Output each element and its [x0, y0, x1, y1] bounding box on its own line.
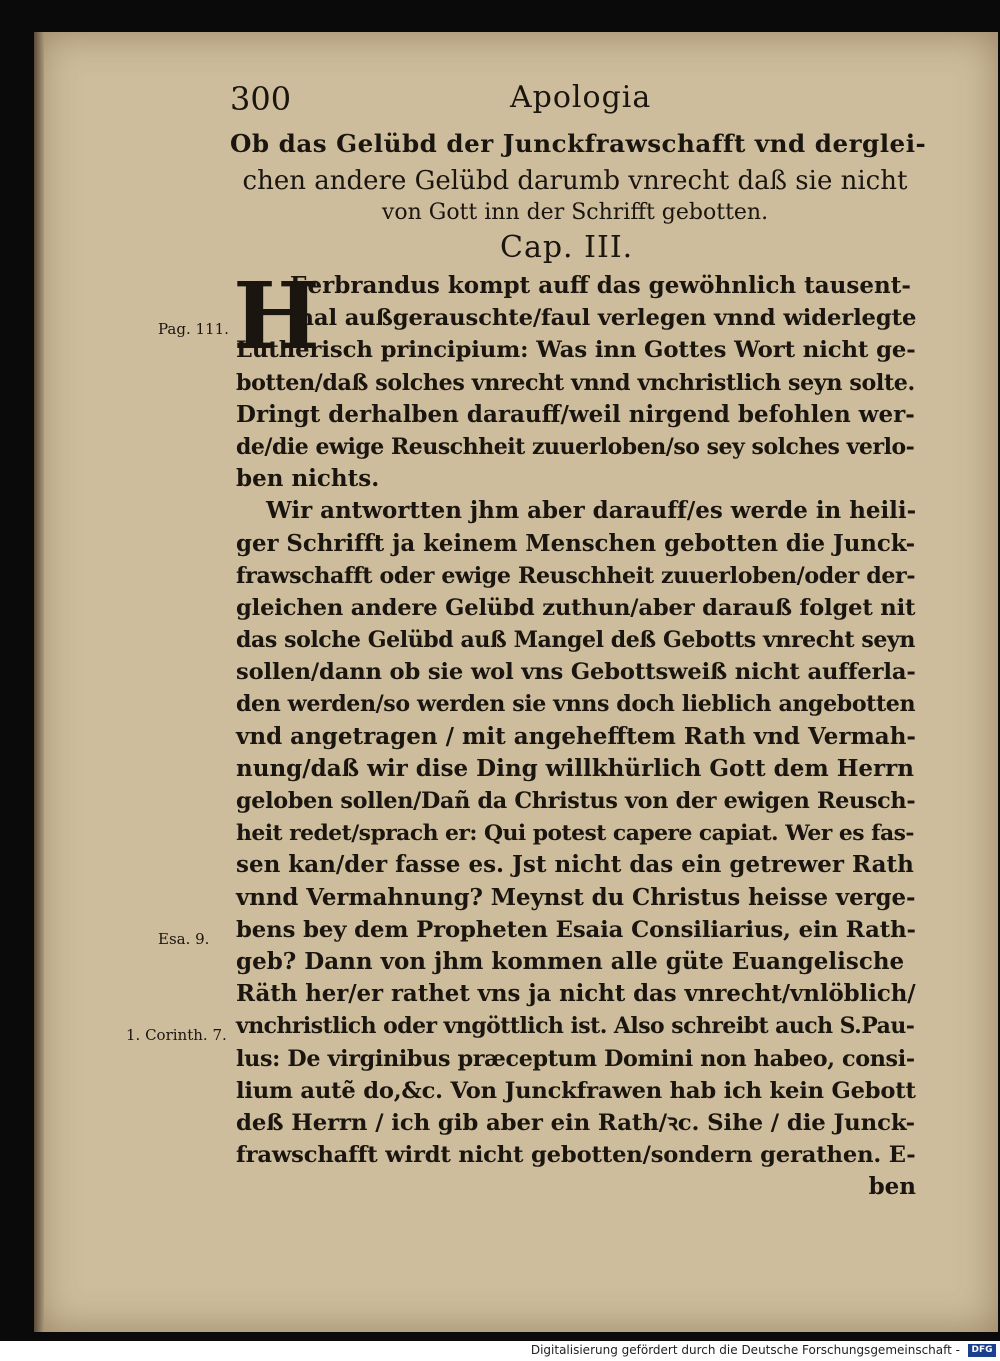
body-line: frawschafft wirdt nicht gebotten/sondern gerathen. E-: [236, 1142, 916, 1169]
body-text: [236, 270, 916, 1203]
body-line: heit redet/sprach er: Qui potest capere capiat. Wer es fas-: [236, 820, 914, 847]
chapter-heading: [230, 124, 927, 228]
body-line: das solche Gelübd auß Mangel deß Gebotts vnrecht seyn: [236, 627, 915, 654]
body-line: sollen/dann ob sie wol vns Gebottsweiß nicht aufferla-: [236, 659, 916, 686]
body-line: Eerbrandus kompt auff das gewöhnlich tausent-: [290, 272, 911, 299]
body-line: gleichen andere Gelübd zuthun/aber darauß folget nit: [236, 594, 916, 621]
drop-cap-initial: H: [233, 262, 320, 370]
body-line: vnchristlich oder vngöttlich ist. Also schreibt auch S.Pau-: [236, 1013, 915, 1040]
body-line: ben nichts.: [236, 465, 380, 493]
heading-line-1: Ob das Gelübd der Junckfrawschafft vnd derglei-: [230, 129, 927, 158]
body-line: mal außgerauschte/faul verlegen vnnd widerlegte: [290, 305, 917, 332]
body-line: den werden/so werden sie vnns doch lieblich angebotten: [236, 691, 916, 718]
body-line: de/die ewige Reuschheit zuuerloben/so sey solches verlo-: [236, 433, 915, 460]
body-line: nung/daß wir dise Ding willkhürlich Gott dem Herrn: [236, 754, 915, 782]
body-line: Lutherisch principium: Was inn Gottes Wort nicht ge-: [236, 337, 916, 364]
margin-note: 1. Corinth. 7.: [126, 1026, 227, 1044]
body-line: geb? Dann von jhm kommen alle güte Euangelische: [236, 947, 905, 975]
dfg-logo: DFG: [968, 1344, 996, 1357]
margin-note: Esa. 9.: [158, 930, 210, 948]
body-line: botten/daß solches vnrecht vnnd vnchristlich seyn solte.: [236, 369, 915, 396]
body-line: Räth her/er rathet vns ja nicht das vnrecht/vnlöblich/: [236, 981, 916, 1008]
body-line: bens bey dem Propheten Esaia Consiliarius, ein Rath-: [236, 916, 916, 943]
body-line: lus: De virginibus præceptum Domini non habeo, consi-: [236, 1045, 915, 1072]
body-line: ger Schrifft ja keinem Menschen gebotten die Junck-: [236, 530, 916, 557]
footer-credit: Digitalisierung gefördert durch die Deutsche Forschungsgemeinschaft -: [530, 1343, 960, 1357]
body-line: Dringt derhalben darauff/weil nirgend befohlen wer-: [236, 400, 915, 428]
body-line: sen kan/der fasse es. Jst nicht das ein getrewer Rath: [236, 851, 914, 879]
heading-line-2: chen andere Gelübd darumb vnrecht daß sie nicht: [242, 166, 908, 196]
body-line: frawschafft oder ewige Reuschheit zuuerloben/oder der-: [236, 562, 916, 589]
body-line: lium autẽ do,&c. Von Junckfrawen hab ich kein Gebott: [236, 1077, 916, 1104]
running-head: Apologia: [510, 80, 652, 115]
body-line: vnnd Vermahnung? Meynst du Christus heisse verge-: [236, 884, 916, 911]
body-line: vnd angetragen / mit angehefftem Rath vnd Vermah-: [236, 722, 916, 750]
body-line: geloben sollen/Dañ da Christus von der ewigen Reusch-: [236, 788, 916, 814]
margin-note: Pag. 111.: [158, 320, 229, 338]
body-line: Wir antwortten jhm aber darauff/es werde in heili-: [266, 497, 917, 525]
body-line: deß Herrn / ich gib aber ein Rath/ꝛc. Sihe / die Junck-: [236, 1109, 916, 1136]
heading-line-3: von Gott inn der Schrifft gebotten.: [381, 200, 769, 225]
chapter-number: Cap. III.: [500, 230, 634, 265]
page-edge-shadow: [34, 32, 44, 1332]
body-line: ben: [868, 1173, 916, 1201]
page-number: 300: [230, 80, 292, 118]
